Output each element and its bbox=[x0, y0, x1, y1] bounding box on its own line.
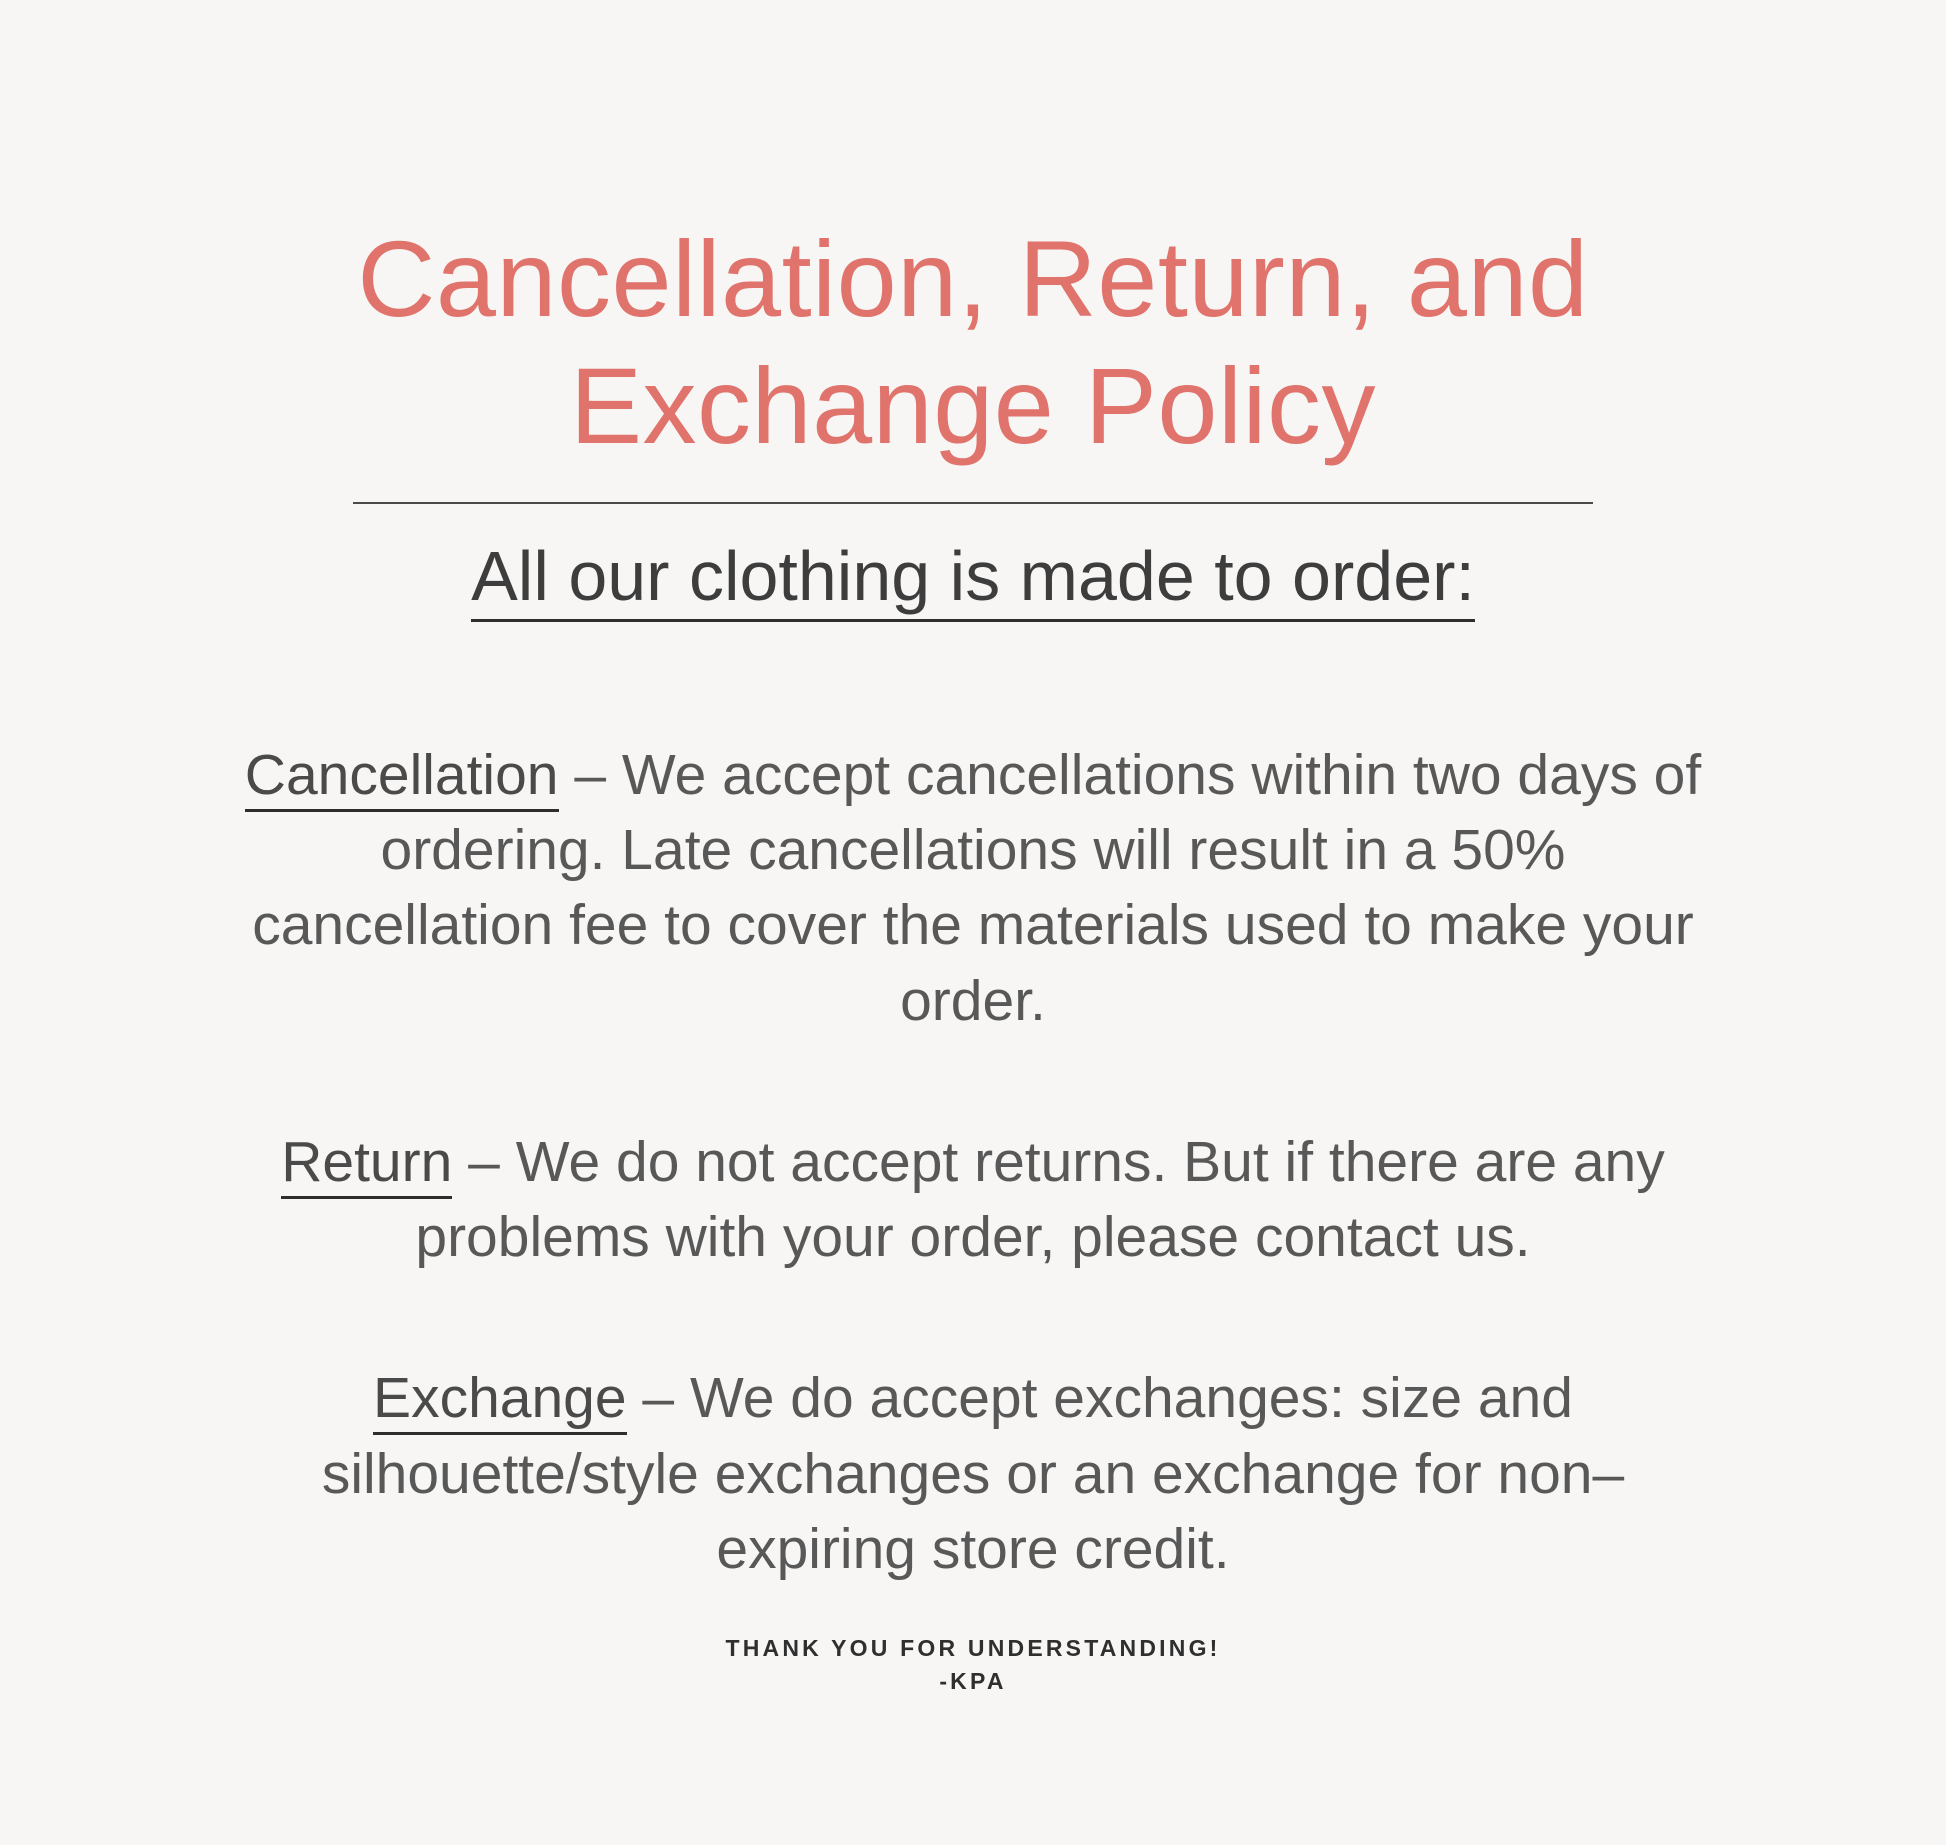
policy-section-exchange bbox=[230, 1275, 1716, 1587]
section-dash-return: – bbox=[452, 1129, 516, 1194]
footer bbox=[0, 1635, 1946, 1695]
footer-signature: -KPA bbox=[939, 1668, 1007, 1694]
subtitle bbox=[0, 504, 1946, 618]
section-text-return: We do not accept returns. But if there are any problems with your order, please contact us. bbox=[415, 1129, 1665, 1270]
section-dash-exchange: – bbox=[626, 1366, 690, 1431]
section-term-exchange: Exchange bbox=[373, 1366, 627, 1435]
footer-thanks: THANK YOU FOR UNDERSTANDING! bbox=[725, 1635, 1221, 1661]
policy-section-cancellation bbox=[230, 618, 1716, 1039]
section-text-exchange: We do accept exchanges: size and silhouette/style exchanges or an exchange for non–expiring store credit. bbox=[321, 1366, 1625, 1581]
section-term-return: Return bbox=[281, 1130, 452, 1199]
page-title: Cancellation, Return, and Exchange Policy bbox=[357, 218, 1589, 467]
policy-section-return bbox=[230, 1039, 1716, 1275]
section-text-cancellation: We accept cancellations within two days of ordering. Late cancellations will result in a 50% cancellation fee to cover the materials used to make your order. bbox=[252, 742, 1702, 1033]
subtitle-text: All our clothing is made to order: bbox=[471, 537, 1475, 622]
section-term-cancellation: Cancellation bbox=[245, 743, 559, 812]
policy-sections bbox=[0, 618, 1946, 1587]
section-dash-cancellation: – bbox=[558, 742, 622, 807]
